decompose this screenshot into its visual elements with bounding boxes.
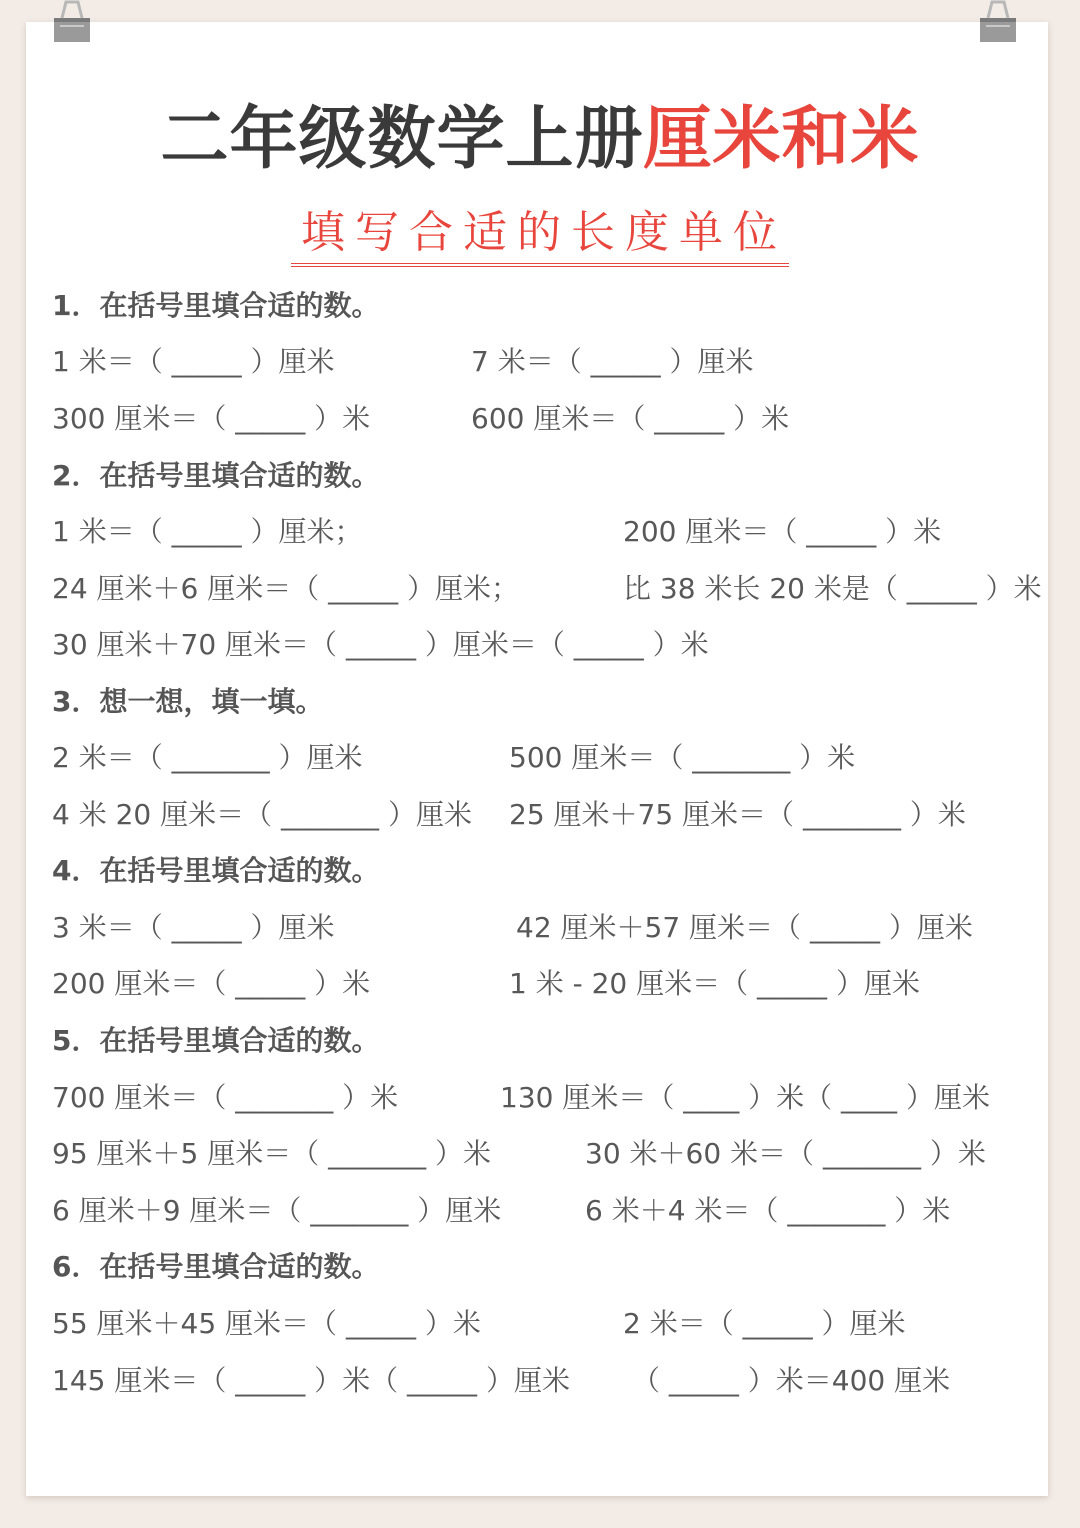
question-item: 2 米＝（ _____ ）厘米 xyxy=(623,1307,906,1340)
question-item: 30 厘米＋70 厘米＝（ _____ ）厘米＝（ _____ ）米 xyxy=(52,628,709,661)
question-item: 1 米 - 20 厘米＝（ _____ ）厘米 xyxy=(509,967,920,1000)
question-item: 7 米＝（ _____ ）厘米 xyxy=(471,345,754,378)
question-item: 25 厘米＋75 厘米＝（ _______ ）米 xyxy=(509,798,966,831)
question-item: 30 米＋60 米＝（ _______ ）米 xyxy=(585,1137,986,1170)
question-item: 2 米＝（ _______ ）厘米 xyxy=(52,741,363,774)
binder-clip-icon xyxy=(50,0,94,46)
title-part-main: 二年级数学上册 xyxy=(160,100,644,179)
subtitle-container xyxy=(0,205,1080,267)
question-item: 600 厘米＝（ _____ ）米 xyxy=(471,402,790,435)
binder-clip-icon xyxy=(976,0,1020,46)
question-item: 4 米 20 厘米＝（ _______ ）厘米 xyxy=(52,798,472,831)
question-item: 6 米＋4 米＝（ _______ ）米 xyxy=(585,1194,951,1227)
title-part-highlight: 厘米和米 xyxy=(643,100,920,179)
question-item: 42 厘米＋57 厘米＝（ _____ ）厘米 xyxy=(516,911,973,944)
section-heading: 4．在括号里填合适的数。 xyxy=(52,854,380,887)
question-item: 700 厘米＝（ _______ ）米 xyxy=(52,1081,399,1114)
question-item: 200 厘米＝（ _____ ）米 xyxy=(52,967,371,1000)
question-item: 1 米＝（ _____ ）厘米； xyxy=(52,515,363,548)
page-title xyxy=(0,100,1080,180)
question-item: 130 厘米＝（ ____ ）米（ ____ ）厘米 xyxy=(500,1081,990,1114)
section-heading: 2．在括号里填合适的数。 xyxy=(52,459,380,492)
question-item: 3 米＝（ _____ ）厘米 xyxy=(52,911,335,944)
question-item: 145 厘米＝（ _____ ）米（ _____ ）厘米 xyxy=(52,1364,570,1397)
question-item: 500 厘米＝（ _______ ）米 xyxy=(509,741,856,774)
section-heading: 3．想一想，填一填。 xyxy=(52,685,324,718)
question-item: 1 米＝（ _____ ）厘米 xyxy=(52,345,335,378)
question-item: 300 厘米＝（ _____ ）米 xyxy=(52,402,371,435)
question-item: 6 厘米＋9 厘米＝（ _______ ）厘米 xyxy=(52,1194,502,1227)
question-item: 200 厘米＝（ _____ ）米 xyxy=(623,515,942,548)
question-item: （ _____ ）米＝400 厘米 xyxy=(632,1364,951,1397)
section-heading: 6．在括号里填合适的数。 xyxy=(52,1250,380,1283)
question-item: 比 38 米长 20 米是（ _____ ）米 xyxy=(623,572,1042,605)
section-heading: 5．在括号里填合适的数。 xyxy=(52,1024,380,1057)
question-item: 24 厘米＋6 厘米＝（ _____ ）厘米； xyxy=(52,572,520,605)
question-item: 95 厘米＋5 厘米＝（ _______ ）米 xyxy=(52,1137,492,1170)
page-subtitle: 填写合适的长度单位 xyxy=(291,205,789,267)
section-heading: 1．在括号里填合适的数。 xyxy=(52,289,380,322)
question-item: 55 厘米＋45 厘米＝（ _____ ）米 xyxy=(52,1307,481,1340)
